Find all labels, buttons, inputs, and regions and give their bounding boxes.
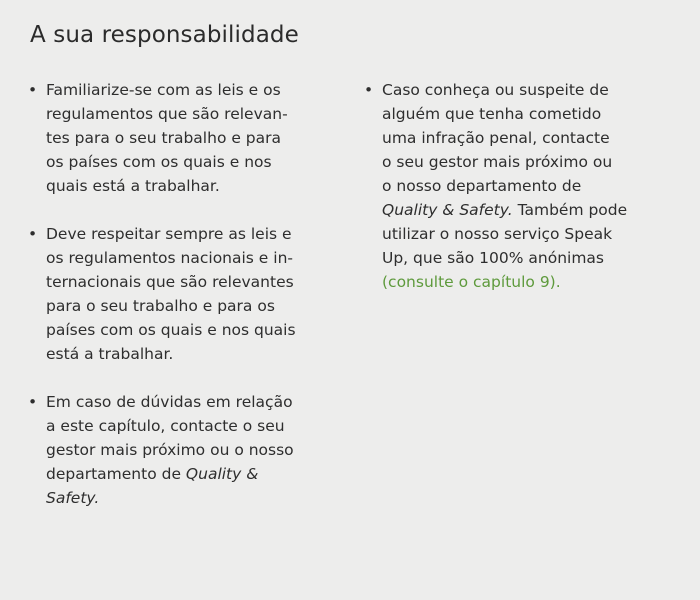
list-item — [364, 78, 684, 294]
italic-text: Quality & — [185, 465, 259, 483]
text-line: ternacionais que são relevantes — [46, 273, 294, 291]
text-line: Caso conheça ou suspeite de — [382, 81, 609, 99]
text-line: os regulamentos nacionais e in- — [46, 249, 293, 267]
list-item — [28, 222, 348, 366]
bullet-icon: • — [28, 393, 38, 411]
list-item — [28, 390, 348, 510]
text-line: Familiarize-se com as leis e os — [46, 81, 281, 99]
text-line: tes para o seu trabalho e para — [46, 129, 282, 147]
text-line — [46, 462, 348, 486]
right-column-list — [364, 78, 684, 318]
page-title: A sua responsabilidade — [30, 22, 299, 48]
text-segment: Também pode — [512, 201, 628, 219]
list-item — [28, 78, 348, 198]
text-line: o seu gestor mais próximo ou — [382, 153, 613, 171]
text-line: gestor mais próximo ou o nosso — [46, 441, 294, 459]
text-line: a este capítulo, contacte o seu — [46, 417, 285, 435]
bullet-icon: • — [28, 81, 38, 99]
text-line: para o seu trabalho e para os — [46, 297, 275, 315]
text-line: Em caso de dúvidas em relação — [46, 393, 293, 411]
text-line: alguém que tenha cometido — [382, 105, 602, 123]
text-line — [382, 198, 684, 222]
text-line: utilizar o nosso serviço Speak — [382, 225, 613, 243]
text-line: uma infração penal, contacte — [382, 129, 610, 147]
text-line: Up, que são 100% anónimas — [382, 249, 604, 267]
text-line: países com os quais e nos quais — [46, 321, 296, 339]
text-segment: departamento de — [46, 465, 186, 483]
text-line: está a trabalhar. — [46, 345, 174, 363]
bullet-icon: • — [28, 225, 38, 243]
italic-text: Quality & Safety. — [382, 201, 513, 219]
left-column-list — [28, 78, 348, 534]
bullet-icon: • — [364, 81, 374, 99]
text-line: quais está a trabalhar. — [46, 177, 220, 195]
text-line: Deve respeitar sempre as leis e — [46, 225, 292, 243]
text-line: regulamentos que são relevan- — [46, 105, 288, 123]
italic-text: Safety. — [46, 489, 100, 507]
text-line: os países com os quais e nos — [46, 153, 272, 171]
text-line: o nosso departamento de — [382, 177, 582, 195]
chapter-reference-link[interactable]: (consulte o capítulo 9). — [382, 273, 561, 291]
